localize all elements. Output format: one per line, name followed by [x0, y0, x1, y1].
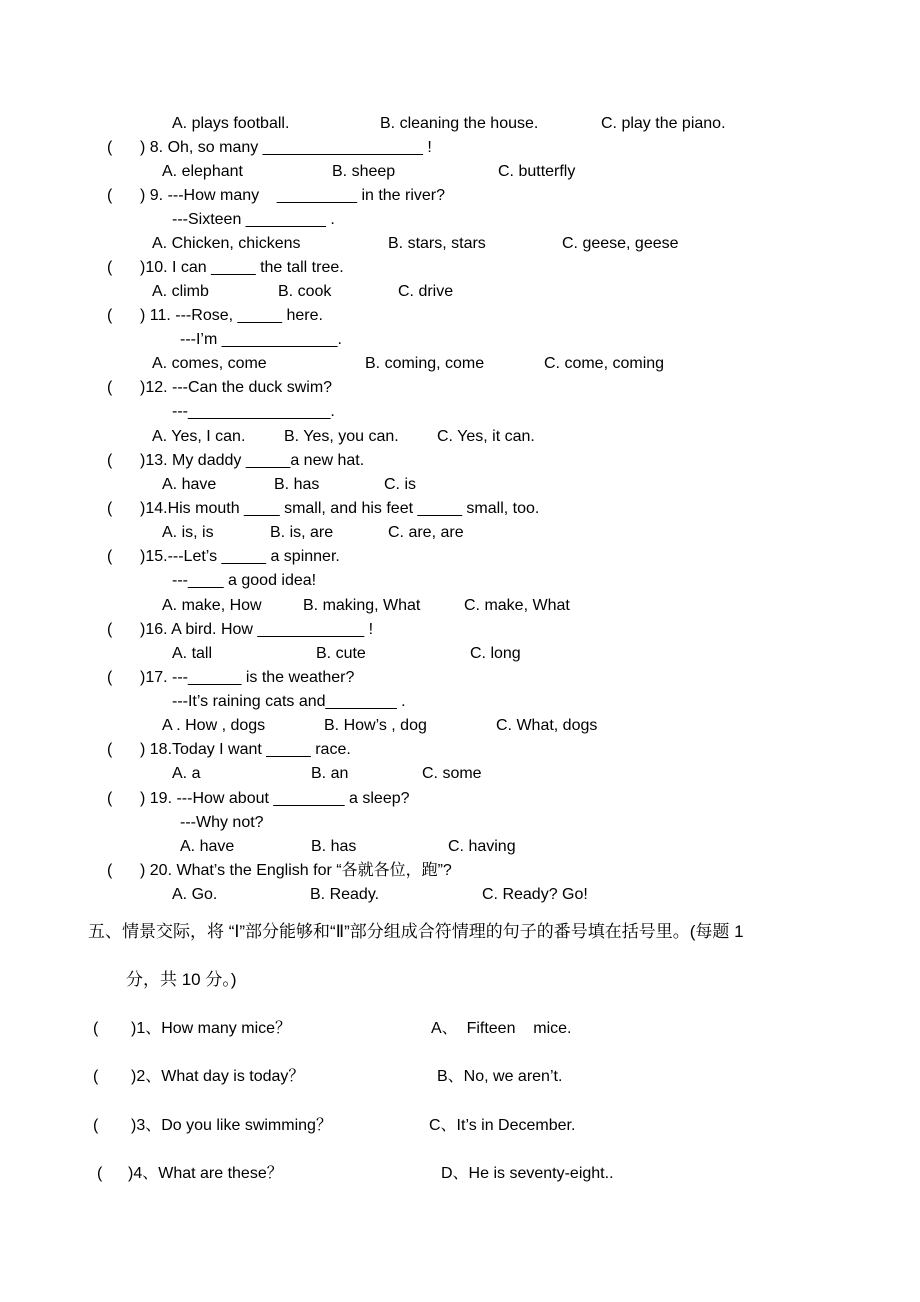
section-5-title-cont: 分，共 10 分。)	[126, 970, 237, 989]
option-c: C. long	[470, 645, 521, 662]
option-b: B. coming, come	[365, 355, 485, 372]
match-question: )1、How many mice？	[131, 1020, 292, 1037]
question-18: ) 18.Today I want _____ race.	[140, 741, 351, 758]
question-17: )17. ---______ is the weather?	[140, 669, 355, 686]
option-b: B. sheep	[332, 163, 396, 180]
option-b: B. has	[274, 476, 320, 493]
answer-paren[interactable]: (	[107, 139, 113, 156]
answer-paren[interactable]: (	[107, 452, 113, 469]
match-answer: A、 Fifteen mice.	[431, 1020, 572, 1037]
option-c: C. having	[448, 838, 516, 855]
answer-paren[interactable]: (	[97, 1165, 103, 1182]
option-a: A. make, How	[162, 597, 262, 614]
answer-paren[interactable]: (	[93, 1117, 99, 1134]
question-16: )16. A bird. How ____________ !	[140, 621, 374, 638]
option-b: B. How’s , dog	[324, 717, 427, 734]
question-reply: ---It’s raining cats and________ .	[172, 693, 406, 710]
match-answer: C、It’s in December.	[429, 1117, 576, 1134]
option-c: C. Ready? Go!	[482, 886, 588, 903]
option-b: B. an	[311, 765, 349, 782]
option-c: C. What, dogs	[496, 717, 598, 734]
q7-option-c: C. play the piano.	[601, 115, 726, 132]
option-a: A. Yes, I can.	[152, 428, 246, 445]
option-b: B. Ready.	[310, 886, 380, 903]
answer-paren[interactable]: (	[107, 379, 113, 396]
option-a: A. have	[162, 476, 217, 493]
answer-paren[interactable]: (	[107, 307, 113, 324]
option-a: A. Go.	[172, 886, 218, 903]
answer-paren[interactable]: (	[107, 548, 113, 565]
question-9: ) 9. ---How many _________ in the river?	[140, 187, 446, 204]
question-14: )14.His mouth ____ small, and his feet _____ small, too.	[140, 500, 540, 517]
answer-paren[interactable]: (	[107, 741, 113, 758]
question-reply: ---I’m _____________.	[180, 331, 342, 348]
question-13: )13. My daddy _____a new hat.	[140, 452, 365, 469]
option-b: B. cute	[316, 645, 366, 662]
option-a: A. Chicken, chickens	[152, 235, 301, 252]
answer-paren[interactable]: (	[107, 259, 113, 276]
option-a: A. comes, come	[152, 355, 267, 372]
option-a: A. a	[172, 765, 201, 782]
question-reply: ---____ a good idea!	[172, 572, 317, 589]
question-11: ) 11. ---Rose, _____ here.	[140, 307, 323, 324]
option-a: A. elephant	[162, 163, 243, 180]
option-b: B. has	[311, 838, 357, 855]
match-question: )2、What day is today？	[131, 1068, 305, 1085]
option-c: C. butterfly	[498, 163, 576, 180]
match-question: )4、What are these？	[128, 1165, 283, 1182]
option-a: A. have	[180, 838, 235, 855]
question-reply: ---Sixteen _________ .	[172, 211, 335, 228]
section-5-title: 五、情景交际，将 “Ⅰ”部分能够和“Ⅱ”部分组成合符情理的句子的番号填在括号里。(每题 1	[88, 922, 744, 941]
option-c: C. drive	[398, 283, 454, 300]
q7-option-b: B. cleaning the house.	[380, 115, 539, 132]
match-question: )3、Do you like swimming？	[131, 1117, 332, 1134]
answer-paren[interactable]: (	[93, 1068, 99, 1085]
option-c: C. geese, geese	[562, 235, 679, 252]
option-b: B. stars, stars	[388, 235, 486, 252]
option-c: C. Yes, it can.	[437, 428, 535, 445]
question-8: ) 8. Oh, so many __________________ !	[140, 139, 432, 156]
option-a: A. is, is	[162, 524, 214, 541]
answer-paren[interactable]: (	[107, 500, 113, 517]
question-20: ) 20. What’s the English for “各就各位，跑”?	[140, 862, 452, 879]
option-c: C. are, are	[388, 524, 464, 541]
option-c: C. is	[384, 476, 416, 493]
option-a: A. climb	[152, 283, 209, 300]
answer-paren[interactable]: (	[107, 862, 113, 879]
question-12: )12. ---Can the duck swim?	[140, 379, 333, 396]
option-b: B. Yes, you can.	[284, 428, 399, 445]
question-15: )15.---Let’s _____ a spinner.	[140, 548, 340, 565]
answer-paren[interactable]: (	[107, 669, 113, 686]
match-answer: D、He is seventy-eight..	[441, 1165, 614, 1182]
option-a: A . How , dogs	[162, 717, 266, 734]
option-b: B. cook	[278, 283, 332, 300]
q7-option-a: A. plays football.	[172, 115, 290, 132]
question-reply: ---Why not?	[180, 814, 264, 831]
question-10: )10. I can _____ the tall tree.	[140, 259, 344, 276]
option-c: C. come, coming	[544, 355, 665, 372]
option-b: B. is, are	[270, 524, 334, 541]
answer-paren[interactable]: (	[93, 1020, 99, 1037]
option-b: B. making, What	[303, 597, 421, 614]
option-c: C. make, What	[464, 597, 570, 614]
answer-paren[interactable]: (	[107, 187, 113, 204]
option-a: A. tall	[172, 645, 213, 662]
question-reply: ---________________.	[172, 403, 335, 420]
match-answer: B、No, we aren’t.	[437, 1068, 563, 1085]
answer-paren[interactable]: (	[107, 621, 113, 638]
answer-paren[interactable]: (	[107, 790, 113, 807]
option-c: C. some	[422, 765, 482, 782]
question-19: ) 19. ---How about ________ a sleep?	[140, 790, 410, 807]
